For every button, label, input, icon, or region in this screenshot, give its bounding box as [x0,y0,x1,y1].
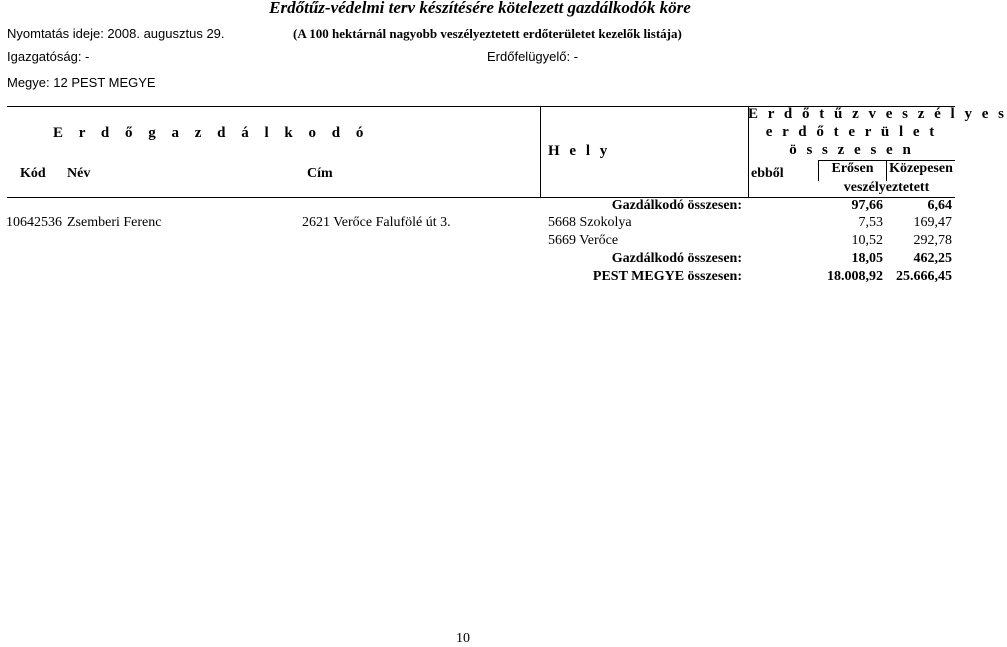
column-group-erdogazdalkodo: E r d ő g a z d á l k o d ó [53,125,370,141]
total-kozepesen: 6,64 [927,198,952,213]
total-label: Gazdálkodó összesen: [611,198,742,213]
county-total-erosen: 18.008,92 [827,269,883,284]
record-kozepesen: 169,47 [913,215,952,230]
total2-kozepesen: 462,25 [913,251,952,266]
record2-hely: 5669 Verőce [548,233,619,248]
column-kozepesen: Közepesen [889,161,953,176]
column-veszelyeztetett: veszélyeztetett [843,180,930,195]
record-nev: Zsemberi Ferenc [67,215,162,230]
erdofelugyelo-label: Erdőfelügyelő: - [487,49,579,64]
column-hely: H e l y [548,143,611,159]
table-header-bottom-border [7,197,955,198]
total-erosen: 97,66 [851,198,883,213]
county-total-kozepesen: 25.666,45 [896,269,952,284]
record-hely: 5668 Szokolya [548,215,632,230]
column-area-line1: E r d ő t ű z v e s z é l y e s [748,106,1007,122]
igazgatosag-label: Igazgatóság: - [7,49,90,64]
column-cim: Cím [307,166,333,181]
column-kod: Kód [20,166,46,181]
column-erosen: Erősen [831,161,874,176]
total2-label: Gazdálkodó összesen: [611,251,742,266]
record-cim: 2621 Verőce Falufölé út 3. [302,215,451,230]
column-ebbol: ebből [751,166,784,181]
column-area-line3: ö s s z e s e n [789,142,914,158]
county-total-label: PEST MEGYE összesen: [592,269,742,284]
column-nev: Név [67,166,91,181]
page-number: 10 [456,631,470,646]
page-subtitle: (A 100 hektárnál nagyobb veszélyeztetett erdőterületet kezelők listája) [293,26,682,41]
print-date: Nyomtatás ideje: 2008. augusztus 29. [7,26,225,41]
record2-erosen: 10,52 [851,233,883,248]
megye-label: Megye: 12 PEST MEGYE [7,75,156,90]
page-title: Erdőtűz-védelmi terv készítésére kötelezett gazdálkodók köre [269,0,691,17]
record-erosen: 7,53 [858,215,883,230]
record2-kozepesen: 292,78 [913,233,952,248]
record-kod: 10642536 [6,215,62,230]
column-area-line2: e r d ő t e r ü l e t [765,124,938,140]
total2-erosen: 18,05 [851,251,883,266]
hely-left-divider [540,106,541,197]
